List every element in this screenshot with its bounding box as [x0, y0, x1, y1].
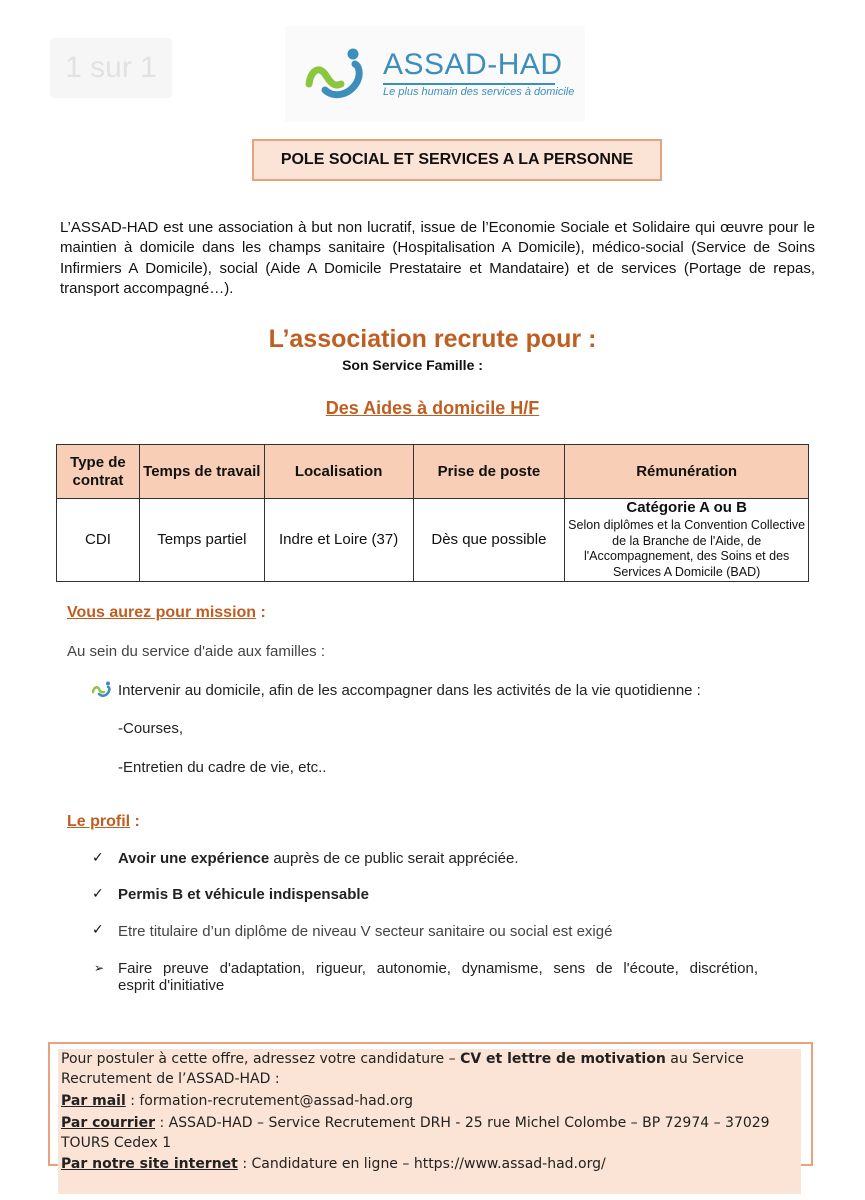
header-temps: Temps de travail [139, 445, 264, 499]
header-remuneration: Rémunération [565, 445, 809, 499]
contact-intro [58, 1049, 801, 1091]
cell-temps: Temps partiel [139, 499, 264, 582]
remu-detail: Selon diplômes et la Convention Collective de la Branche de l'Aide, de l'Accompagnement, des Soins et des Services A Domicile (BAD) [568, 518, 806, 579]
mission-heading-text: Vous aurez pour mission [67, 604, 257, 621]
header-prise: Prise de poste [413, 445, 565, 499]
profil-item-experience-rest: auprès de ce public serait appréciée. [269, 850, 519, 867]
intro-paragraph: L’ASSAD-HAD est une association à but non lucratif, issue de l’Economie Sociale et Solidaire qui œuvre pour le maintien à domicile dans les champs sanitaire (Hospitalisation A Domicile), médico-social (Service de Soins Infirmiers A Domicile), social (Aide A Domicile Prestataire et Mandataire) et de services (Portage de repas, transport accompagné…). [60, 219, 815, 297]
remu-category: Catégorie A ou B [626, 499, 747, 516]
contact-intro-end: au Service Recrutement de l’ASSAD-HAD : [61, 1051, 744, 1087]
profil-item-experience [118, 850, 519, 867]
contact-mail-label: Par mail [61, 1092, 126, 1109]
contact-site-link[interactable]: : Candidature en ligne – https://www.assad-had.org/ [237, 1156, 606, 1173]
mission-item-courses: -Courses, [118, 720, 184, 737]
contact-mail-link[interactable]: : formation-recrutement@assad-had.org [125, 1092, 413, 1109]
job-title: Des Aides à domicile H/F [325, 398, 540, 418]
offer-table-row [57, 499, 809, 582]
contact-intro-text: Pour postuler à cette offre, adressez votre candidature – [61, 1051, 461, 1067]
contact-site-label: Par notre site internet [61, 1156, 238, 1173]
check-icon: ✓ [92, 850, 104, 866]
recruit-heading: L’association recrute pour : [268, 325, 597, 353]
profil-item-qualites-line2: esprit d'initiative [118, 977, 225, 994]
contact-mail [58, 1091, 801, 1113]
logo-name: ASSAD-HAD [383, 48, 563, 81]
logo-tagline: Le plus humain des services à domicile [383, 86, 575, 98]
profil-heading-text: Le profil [67, 813, 131, 830]
header-localisation: Localisation [264, 445, 413, 499]
contact-intro-bold: CV et lettre de motivation [460, 1051, 666, 1067]
offer-table-header [57, 445, 809, 499]
assad-had-logo [285, 26, 585, 122]
mission-heading [67, 604, 266, 622]
logo-bullet-icon [92, 681, 112, 697]
profil-item-permis: Permis B et véhicule indispensable [118, 886, 369, 903]
pole-title-box [252, 139, 662, 181]
offer-table [56, 444, 809, 582]
contact-courrier-value: : ASSAD-HAD – Service Recrutement DRH - 25 rue Michel Colombe – BP 72974 – 37029 TOURS Cedex 1 [61, 1114, 770, 1151]
contact-courrier-label: Par courrier [61, 1114, 156, 1131]
service-subheading: Son Service Famille : [342, 357, 483, 373]
cell-remuneration [565, 499, 809, 582]
mission-bullet: Intervenir au domicile, afin de les accompagner dans les activités de la vie quotidienne : [118, 682, 701, 699]
profil-item-qualites-line1: Faire preuve d'adaptation, rigueur, autonomie, dynamisme, sens de l'écoute, discrétion, [118, 960, 758, 977]
profil-item-experience-bold: Avoir une expérience [118, 850, 270, 867]
contact-courrier [58, 1113, 801, 1155]
assad-had-logo-icon [305, 44, 367, 102]
logo-underline [383, 83, 555, 85]
pole-title: POLE SOCIAL ET SERVICES A LA PERSONNE [280, 151, 634, 168]
cell-localisation: Indre et Loire (37) [264, 499, 413, 582]
mission-heading-colon: : [256, 604, 266, 621]
check-icon: ✓ [92, 922, 104, 938]
contact-blank-row [58, 1176, 801, 1194]
cell-type: CDI [57, 499, 140, 582]
mission-intro: Au sein du service d'aide aux familles : [67, 643, 325, 660]
mission-item-entretien: -Entretien du cadre de vie, etc.. [118, 759, 327, 776]
profil-heading-colon: : [130, 813, 140, 830]
cell-prise: Dès que possible [413, 499, 565, 582]
arrow-bullet-icon: ➢ [94, 961, 105, 975]
contact-site [58, 1154, 801, 1176]
contact-box [48, 1042, 813, 1173]
check-icon: ✓ [92, 886, 104, 902]
profil-item-diplome: Etre titulaire d’un diplôme de niveau V secteur sanitaire ou social est exigé [118, 923, 613, 940]
header-type: Type de contrat [57, 445, 140, 499]
profil-heading [67, 813, 140, 831]
page-counter: 1 sur 1 [50, 38, 172, 98]
